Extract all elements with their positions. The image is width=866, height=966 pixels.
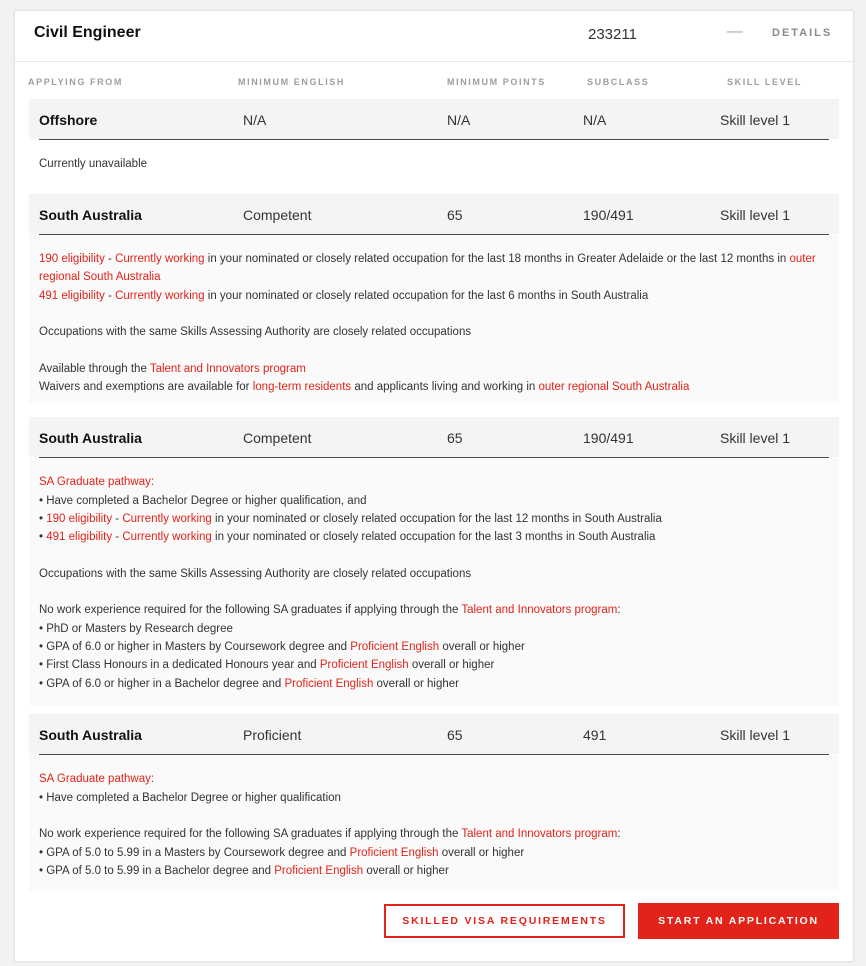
row-subclass: 190/491 [583, 430, 634, 446]
link-currently-working[interactable]: Currently working [115, 290, 205, 302]
text-body: in your nominated or closely related occupation for the last 6 months in South Australia [204, 290, 649, 302]
link-talent-innovators[interactable]: Talent and Innovators program [461, 604, 618, 616]
text-body: overall or higher [373, 678, 459, 690]
row-skill-level: Skill level 1 [720, 207, 791, 223]
row-subclass: 491 [583, 727, 607, 743]
header-divider [15, 61, 853, 62]
row-subclass: 190/491 [583, 207, 634, 223]
offshore-note: Currently unavailable [39, 158, 148, 170]
row-offshore [29, 99, 839, 139]
text-separator: - [112, 513, 123, 525]
link-190-eligibility[interactable]: 190 eligibility [46, 513, 113, 525]
text-body: No work experience required for the following SA graduates if applying through the [39, 604, 462, 616]
row-minimum-points: 65 [447, 727, 463, 743]
note-bullet [39, 638, 829, 656]
row-subclass: N/A [583, 112, 607, 128]
text-body: overall or higher [439, 641, 525, 653]
note-talent-innovators [39, 360, 829, 378]
header-subclass: SUBCLASS [587, 77, 650, 87]
occupation-code: 233211 [588, 26, 637, 43]
note-bullet: • PhD or Masters by Research degree [39, 623, 233, 635]
row-south-australia [29, 417, 839, 457]
header-skill-level: SKILL LEVEL [727, 77, 802, 87]
text-body: • GPA of 6.0 or higher in Masters by Coursework degree and [39, 641, 351, 653]
occupation-header [15, 11, 853, 61]
row-divider [39, 139, 829, 140]
skilled-visa-requirements-button[interactable]: SKILLED VISA REQUIREMENTS [384, 904, 625, 938]
note-sa-graduate-pathway [39, 473, 829, 491]
text-body: No work experience required for the following SA graduates if applying through the [39, 828, 462, 840]
occupation-title: Civil Engineer [34, 24, 141, 41]
link-currently-working[interactable]: Currently working [115, 253, 205, 265]
bullet-marker: • [39, 513, 47, 525]
row-applying-from: South Australia [39, 207, 142, 223]
note-sa-graduate-pathway [39, 770, 829, 788]
collapse-toggle[interactable]: — [727, 23, 743, 40]
note-no-work-experience [39, 601, 829, 619]
link-outer-regional-sa[interactable]: outer regional South Australia [39, 253, 816, 284]
row-applying-from: Offshore [39, 112, 98, 128]
note-closely-related: Occupations with the same Skills Assessing Authority are closely related occupations [39, 326, 472, 338]
row-applying-from: South Australia [39, 430, 142, 446]
text-body: • First Class Honours in a dedicated Honours year and [39, 659, 320, 671]
note-bullet [39, 528, 829, 546]
link-currently-working[interactable]: Currently working [122, 531, 212, 543]
link-proficient-english[interactable]: Proficient English [350, 641, 440, 653]
link-proficient-english[interactable]: Proficient English [284, 678, 374, 690]
link-sa-graduate-pathway[interactable]: SA Graduate pathway: [39, 773, 155, 785]
row-skill-level: Skill level 1 [720, 430, 791, 446]
note-491-eligibility [39, 287, 829, 305]
link-proficient-english[interactable]: Proficient English [349, 847, 439, 859]
row-minimum-english: Proficient [243, 727, 302, 743]
text-colon: : [617, 604, 621, 616]
note-bullet: • Have completed a Bachelor Degree or higher qualification, and [39, 495, 367, 507]
text-body: overall or higher [408, 659, 495, 671]
text-body: Available through the [39, 363, 150, 375]
row-south-australia [29, 194, 839, 234]
occupation-card [14, 10, 854, 962]
note-no-work-experience [39, 825, 829, 843]
row-minimum-points: 65 [447, 207, 463, 223]
text-body: • GPA of 5.0 to 5.99 in a Masters by Coursework degree and [39, 847, 350, 859]
text-body: in your nominated or closely related occupation for the last 3 months in South Australia [211, 531, 656, 543]
link-currently-working[interactable]: Currently working [122, 513, 212, 525]
note-bullet [39, 675, 829, 693]
link-sa-graduate-pathway[interactable]: SA Graduate pathway: [39, 476, 155, 488]
text-body: overall or higher [438, 847, 525, 859]
header-minimum-points: MINIMUM POINTS [447, 77, 546, 87]
link-proficient-english[interactable]: Proficient English [274, 865, 364, 877]
text-body: • GPA of 5.0 to 5.99 in a Bachelor degree and [39, 865, 275, 877]
details-link[interactable]: DETAILS [772, 27, 833, 39]
row-minimum-english: Competent [243, 430, 312, 446]
link-491-eligibility[interactable]: 491 eligibility [46, 531, 113, 543]
note-bullet [39, 862, 829, 880]
bullet-marker: • [39, 531, 47, 543]
link-long-term-residents[interactable]: long-term residents [252, 381, 352, 393]
text-separator: - [104, 290, 116, 302]
link-talent-innovators[interactable]: Talent and Innovators program [149, 363, 306, 375]
text-body: Waivers and exemptions are available for [39, 381, 253, 393]
row-skill-level: Skill level 1 [720, 112, 791, 128]
link-190-eligibility[interactable]: 190 eligibility [39, 253, 105, 265]
text-separator: - [104, 253, 116, 265]
header-applying-from: APPLYING FROM [28, 77, 123, 87]
link-proficient-english[interactable]: Proficient English [319, 659, 409, 671]
column-headers [15, 77, 853, 91]
text-body: • GPA of 6.0 or higher in a Bachelor degree and [39, 678, 285, 690]
row-south-australia [29, 714, 839, 754]
row-minimum-points: 65 [447, 430, 463, 446]
note-closely-related: Occupations with the same Skills Assessing Authority are closely related occupations [39, 568, 472, 580]
link-outer-regional-sa[interactable]: outer regional South Australia [538, 381, 690, 393]
link-talent-innovators[interactable]: Talent and Innovators program [461, 828, 618, 840]
note-bullet [39, 844, 829, 862]
note-waivers [39, 378, 829, 396]
row-minimum-english: N/A [243, 112, 267, 128]
note-bullet: • Have completed a Bachelor Degree or higher qualification [39, 792, 341, 804]
link-491-eligibility[interactable]: 491 eligibility [39, 290, 105, 302]
start-application-button[interactable]: START AN APPLICATION [638, 903, 839, 939]
header-minimum-english: MINIMUM ENGLISH [238, 77, 345, 87]
text-body: in your nominated or closely related occupation for the last 18 months in Greater Adelaide or the last 12 months in [204, 253, 790, 265]
row-minimum-points: N/A [447, 112, 471, 128]
text-separator: - [112, 531, 123, 543]
text-colon: : [617, 828, 621, 840]
note-bullet [39, 510, 829, 528]
row-minimum-english: Competent [243, 207, 312, 223]
note-190-eligibility [39, 250, 829, 287]
note-bullet [39, 656, 829, 674]
text-body: and applicants living and working in [351, 381, 539, 393]
text-body: in your nominated or closely related occupation for the last 12 months in South Australia [211, 513, 662, 525]
text-body: overall or higher [363, 865, 449, 877]
row-applying-from: South Australia [39, 727, 142, 743]
row-skill-level: Skill level 1 [720, 727, 791, 743]
